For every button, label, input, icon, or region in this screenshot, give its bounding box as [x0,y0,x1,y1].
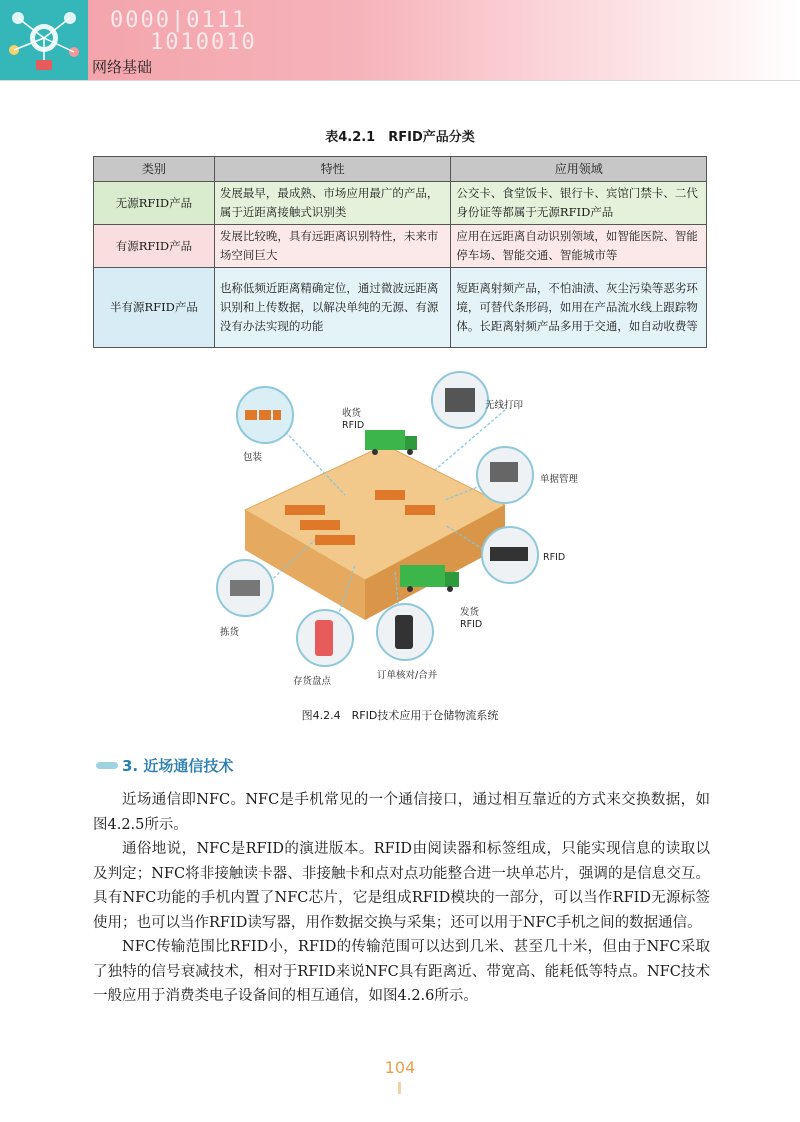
application-cell: 应用在远距离自动识别领域，如智能医院、智能停车场、智能交通、智能城市等 [451,225,707,268]
document-mgmt-circle-icon [477,447,533,503]
page-header [0,0,800,80]
order-check-circle-icon [377,604,433,660]
printer-circle-icon [432,372,488,428]
inventory-label: 存货盘点 [293,676,332,687]
order-check-label: 订单核对/合并 [377,670,438,681]
category-cell: 半有源RFID产品 [94,268,215,348]
table-header-cell: 应用领域 [451,157,707,182]
section-title: 3. 近场通信技术 [122,757,234,775]
document-mgmt-label: 单据管理 [540,474,579,485]
section-bar-icon [96,762,118,769]
feature-cell: 发展最早，最成熟、市场应用最广的产品，属于近距离接触式识别类 [214,182,451,225]
ship-label: 发货 [460,607,480,618]
shelf-box [375,490,405,500]
header-digits-line: 0000|0111 [110,8,248,33]
table-header-row [94,157,707,182]
rfid-product-table [93,156,707,348]
table-header-cell: 特性 [214,157,451,182]
shelf-box [300,520,340,530]
packing-label: 包装 [243,452,263,463]
rfid-label: RFID [543,552,566,563]
header-digits-line: 1010010 [150,30,257,55]
table-header-cell: 类别 [94,157,215,182]
picking-label: 拣货 [220,627,240,638]
receive-label: 收货 [342,408,362,419]
category-cell: 有源RFID产品 [94,225,215,268]
network-logo-icon [0,0,88,80]
paragraph: 通俗地说，NFC是RFID的演进版本。RFID由阅读器和标签组成，只能实现信息的读取以及判定；NFC将非接触读卡器、非接触卡和点对点功能整合进一块单芯片，强调的是信息交互。具有NFC功能的手机内置了NFC芯片，它是组成RFID模块的一部分，可以当作RFID无源标签使用；也可以当作RFID读写器，用作数据交换与采集；还可以用于NFC手机之间的数据通信。 [93,841,710,931]
shelf-box [315,535,355,545]
packing-circle-icon [237,387,293,443]
header-divider [0,80,800,81]
page-number: 104 [384,1058,416,1077]
paragraph: 近场通信即NFC。NFC是手机常见的一个通信接口，通过相互靠近的方式来交换数据，如图4.2.5所示。 [93,792,710,833]
rfid-reader-circle-icon [482,527,538,583]
section-heading [96,755,233,776]
table-row [94,225,707,268]
application-cell: 短距离射频产品，不怕油渍、灰尘污染等恶劣环境，可替代条形码，如用在产品流水线上跟踪物体。长距离射频产品多用于交通，如自动收费等 [451,268,707,348]
wireless-print-label: 无线打印 [485,400,524,411]
shelf-box [285,505,325,515]
page-number-tick [398,1082,401,1094]
rfid-warehouse-figure [205,370,600,695]
feature-cell: 也称低频近距离精确定位，通过微波远距离识别和上传数据，以解决单纯的无源、有源没有办法实现的功能 [214,268,451,348]
paragraph: NFC传输范围比RFID小，RFID的传输范围可以达到几米、甚至几十米，但由于NFC采取了独特的信号衰减技术，相对于RFID来说NFC具有距离近、带宽高、能耗低等特点。NFC技术一般应用于消费类电子设备间的相互通信，如图4.2.6所示。 [93,939,710,1004]
header-binary-decoration [110,10,257,54]
picking-circle-icon [217,560,273,616]
figure-caption: 图4.2.4 RFID技术应用于仓储物流系统 [301,709,499,722]
shelf-box [405,505,435,515]
body-text [93,788,710,1009]
category-cell: 无源RFID产品 [94,182,215,225]
table-caption: 表4.2.1 RFID产品分类 [325,130,475,145]
receive-rfid-label: RFID [342,420,365,431]
chapter-title: 网络基础 [92,58,153,76]
table-row [94,182,707,225]
table-row [94,268,707,348]
ship-rfid-label: RFID [460,619,483,630]
inventory-scanner-circle-icon [297,610,353,666]
feature-cell: 发展比较晚，具有远距离识别特性，未来市场空间巨大 [214,225,451,268]
application-cell: 公交卡、食堂饭卡、银行卡、宾馆门禁卡、二代身份证等都属于无源RFID产品 [451,182,707,225]
